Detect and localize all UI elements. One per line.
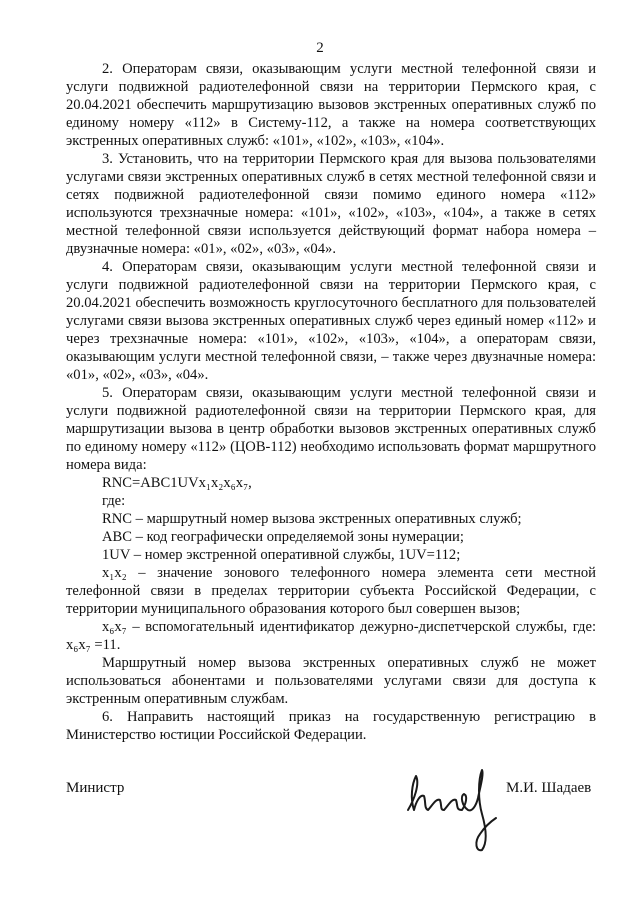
signature-block [0, 766, 640, 856]
definition-abc: ABC – код географически определяемой зоны нумерации; [102, 529, 464, 545]
handwritten-signature [402, 766, 502, 854]
signatory-title: Министр [66, 780, 125, 796]
page-number: 2 [316, 40, 324, 56]
definition-1uv: 1UV – номер экстренной оперативной службы, 1UV=112; [102, 547, 461, 563]
definition-x6x7: x₆x₇ – вспомогательный идентификатор дежурно-диспетчерской службы, где: x₆x₇ =11. [66, 619, 596, 653]
paragraph-routing-restriction: Маршрутный номер вызова экстренных оперативных служб не может использоваться абонентами и пользователями услугами связи для доступа к экстренным оперативным службам. [66, 655, 596, 707]
document-body [66, 60, 596, 744]
paragraph-5: 5. Операторам связи, оказывающим услуги местной телефонной связи и услуги подвижной радиотелефонной связи на территории Пермского края, для маршрутизации вызова в центр обработки вызовов экстренных оперативных служб по единому номеру «112» (ЦОВ-112) необходимо использовать формат маршрутного номера вида: [66, 385, 596, 473]
definition-x1x2: x₁x₂ – значение зонового телефонного номера элемента сети местной телефонной связи в пределах территории субъекта Российской Федерации, с территории муниципального образования которого был совершен вызов; [66, 565, 596, 617]
definition-rnc: RNC – маршрутный номер вызова экстренных оперативных служб; [102, 511, 522, 527]
paragraph-6: 6. Направить настоящий приказ на государственную регистрацию в Министерство юстиции Российской Федерации. [66, 709, 596, 743]
formula-where: где: [102, 493, 126, 509]
routing-number-formula: RNC=ABC1UVx₁x₂x₆x₇, [102, 475, 252, 491]
paragraph-4: 4. Операторам связи, оказывающим услуги местной телефонной связи и услуги подвижной радиотелефонной связи на территории Пермского края, с 20.04.2021 обеспечить возможность круглосуточного бесплатного для пользователей услугами связи вызова экстренных оперативных служб через единый номер «112» и через трехзначные номера: «101», «102», «103», «104», а операторам связи, оказывающим услуги местной телефонной связи, – также через двузначные номера: «01», «02», «03», «04». [66, 259, 596, 383]
signatory-name: М.И. Шадаев [506, 780, 592, 796]
paragraph-2: 2. Операторам связи, оказывающим услуги местной телефонной связи и услуги подвижной радиотелефонной связи на территории Пермского края, с 20.04.2021 обеспечить маршрутизацию вызовов экстренных оперативных служб по единому номеру «112» в Систему-112, а также на номера соответствующих экстренных оперативных служб: «101», «102», «103», «104». [66, 61, 596, 149]
paragraph-3: 3. Установить, что на территории Пермского края для вызова пользователями услугами связи экстренных оперативных служб в сетях местной телефонной связи и сетях подвижной радиотелефонной связи помимо единого номера «112» используются трехзначные номера: «101», «102», «103», «104», а также в сетях местной телефонной связи используется действующий формат набора номера – двузначные номера: «01», «02», «03», «04». [66, 151, 596, 257]
